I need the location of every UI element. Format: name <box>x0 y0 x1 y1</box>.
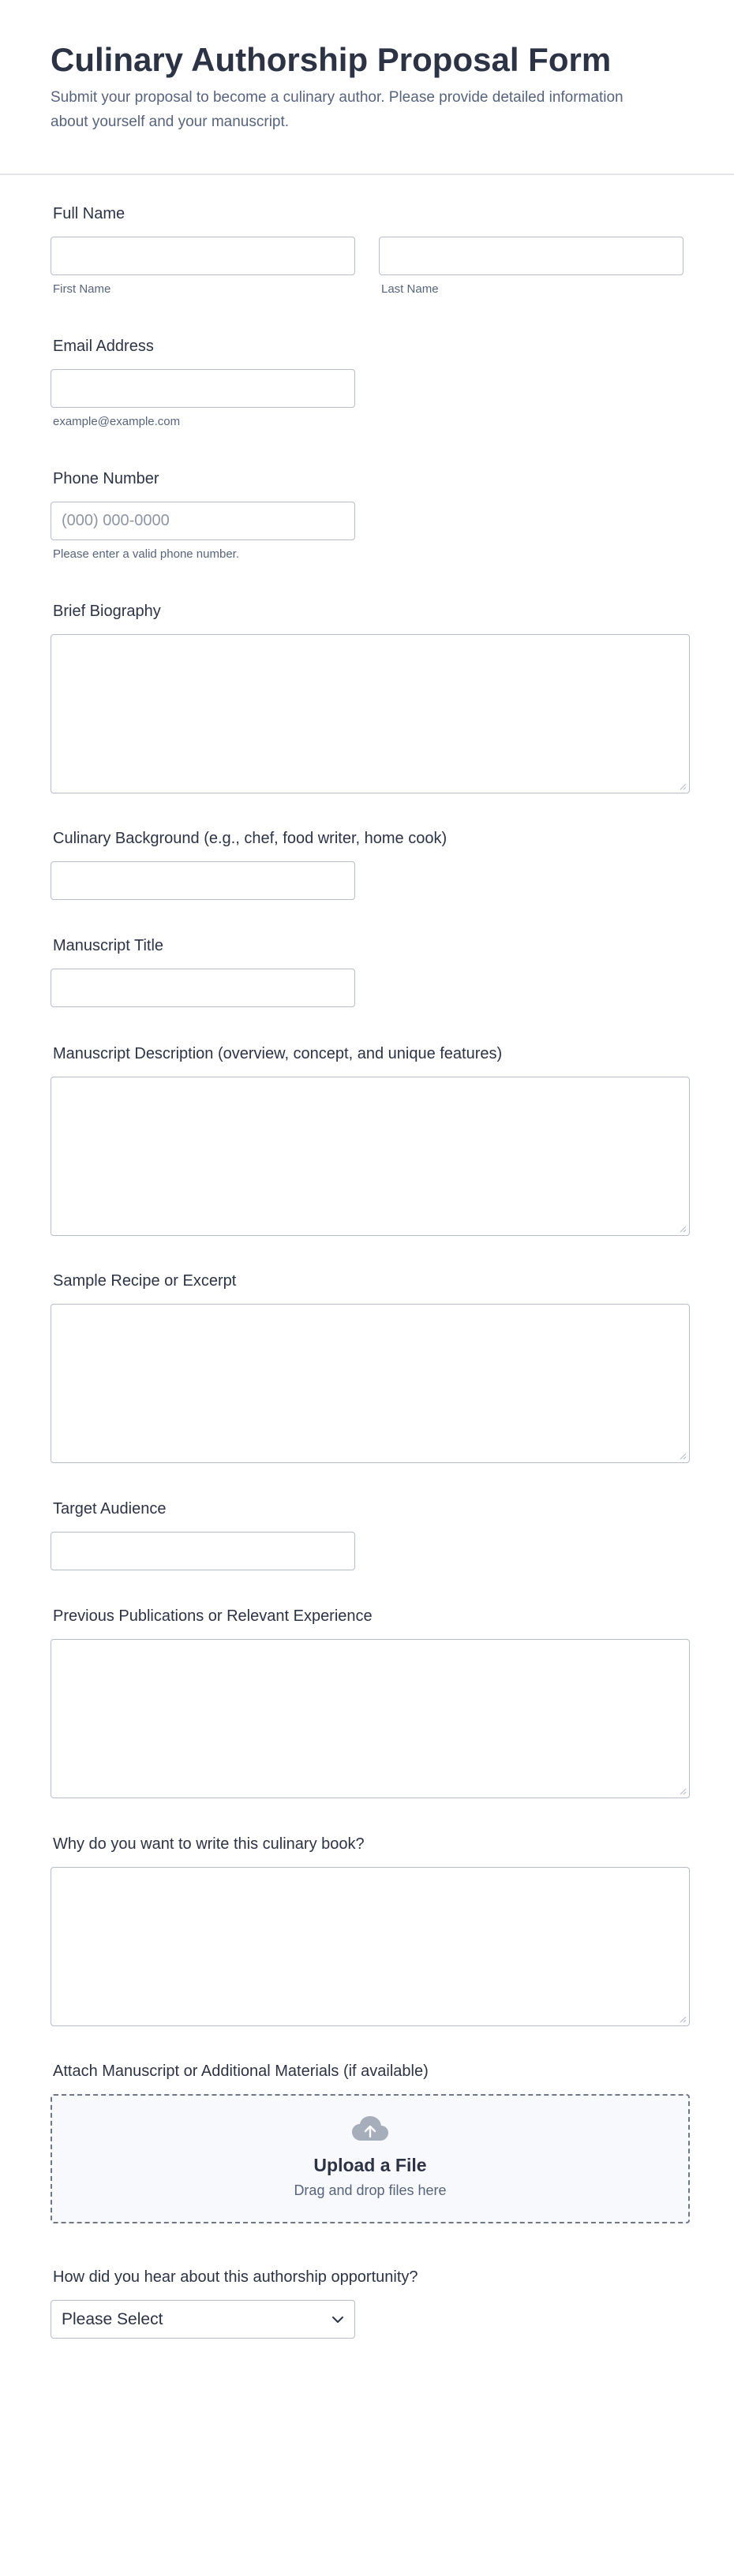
resize-grip-icon[interactable] <box>679 1225 687 1233</box>
why-field <box>51 1834 690 2026</box>
manuscript-title-input[interactable] <box>51 969 355 1007</box>
first-name-sublabel: First Name <box>53 282 111 296</box>
attachment-field <box>51 2061 690 2223</box>
audience-label: Target Audience <box>53 1500 167 1518</box>
phone-input[interactable] <box>51 502 355 540</box>
manuscript-description-field <box>51 1043 690 1236</box>
background-input[interactable] <box>51 861 355 900</box>
biography-textarea[interactable] <box>51 634 690 793</box>
file-upload-dropzone[interactable] <box>51 2094 690 2223</box>
full-name-field <box>51 203 683 297</box>
full-name-label: Full Name <box>53 205 125 222</box>
form-title: Culinary Authorship Proposal Form <box>51 41 612 78</box>
referral-label: How did you hear about this authorship opportunity? <box>53 2268 418 2286</box>
why-textarea[interactable] <box>51 1867 690 2026</box>
chevron-down-icon <box>331 2316 344 2324</box>
manuscript-description-label: Manuscript Description (overview, concept, and unique features) <box>53 1045 503 1062</box>
phone-sublabel: Please enter a valid phone number. <box>53 547 239 561</box>
upload-title: Upload a File <box>313 2155 427 2175</box>
sample-textarea[interactable] <box>51 1304 690 1463</box>
phone-label: Phone Number <box>53 470 159 487</box>
email-sublabel: example@example.com <box>53 415 181 428</box>
email-label: Email Address <box>53 338 154 355</box>
background-label: Culinary Background (e.g., chef, food writer, home cook) <box>53 830 448 847</box>
referral-select[interactable] <box>51 2300 355 2339</box>
audience-field <box>51 1499 355 1570</box>
form-subtitle: Submit your proposal to become a culinary author. Please provide detailed information about yourself and your manuscript. <box>51 89 624 130</box>
background-field <box>51 828 447 900</box>
last-name-sublabel: Last Name <box>381 282 439 296</box>
biography-field <box>51 601 690 793</box>
last-name-input[interactable] <box>379 237 683 275</box>
sample-label: Sample Recipe or Excerpt <box>53 1272 237 1290</box>
resize-grip-icon[interactable] <box>679 1787 687 1795</box>
phone-field <box>51 469 355 562</box>
audience-input[interactable] <box>51 1532 355 1570</box>
sample-field <box>51 1271 690 1463</box>
resize-grip-icon[interactable] <box>679 1452 687 1460</box>
phone-placeholder: (000) 000-0000 <box>62 512 170 529</box>
attachment-label: Attach Manuscript or Additional Materials (if available) <box>53 2063 429 2080</box>
resize-grip-icon[interactable] <box>679 782 687 790</box>
referral-field <box>51 2267 418 2339</box>
cloud-upload-icon <box>351 2115 389 2143</box>
manuscript-title-field <box>51 935 355 1007</box>
upload-subtitle: Drag and drop files here <box>294 2182 447 2198</box>
publications-label: Previous Publications or Relevant Experience <box>53 1607 373 1625</box>
publications-textarea[interactable] <box>51 1639 690 1798</box>
referral-selected: Please Select <box>62 2309 163 2328</box>
publications-field <box>51 1606 690 1798</box>
first-name-input[interactable] <box>51 237 355 275</box>
manuscript-description-textarea[interactable] <box>51 1077 690 1236</box>
manuscript-title-label: Manuscript Title <box>53 937 164 954</box>
biography-label: Brief Biography <box>53 603 161 620</box>
resize-grip-icon[interactable] <box>679 2015 687 2023</box>
form-header <box>0 0 734 175</box>
email-input[interactable] <box>51 369 355 408</box>
why-label: Why do you want to write this culinary book? <box>53 1835 365 1853</box>
email-field <box>51 336 355 430</box>
